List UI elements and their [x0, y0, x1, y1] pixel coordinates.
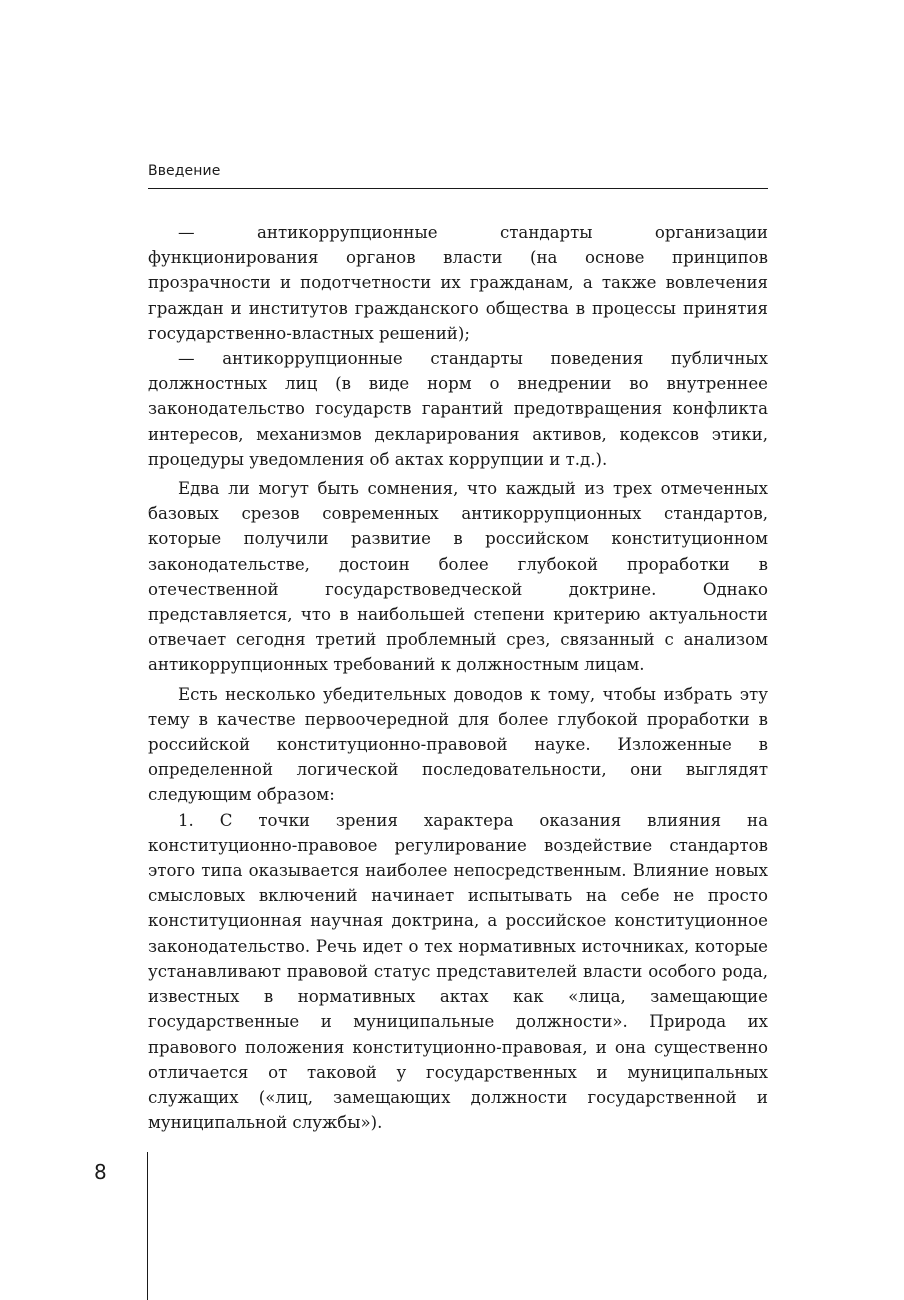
running-head-title: Введение — [148, 163, 221, 179]
paragraph-4: Есть несколько убедительных доводов к тому, чтобы избрать эту тему в качестве первоочередной для более глубокой проработки в российской конституционно-правовой науке. Изложенные в определенной логической последовательности, они выглядят следующим образом: — [148, 684, 768, 805]
page-number: 8 — [94, 1160, 107, 1184]
footer-vertical-rule — [147, 1152, 148, 1300]
paragraph-3: Едва ли могут быть сомнения, что каждый из трех отмеченных базовых срезов современных антикоррупционных стандартов, которые получили развитие в российском конституционном законодательстве, достоин более глубокой проработки в отечественной государствоведческой доктрине. Однако представляется, что в наибольшей степени критерию актуальности отвечает сегодня третий проблемный срез, связанный с анализом антикоррупционных требований к должностным лицам. — [148, 479, 768, 675]
paragraph-2: — антикоррупционные стандарты поведения публичных должностных лиц (в виде норм о внедрении во внутреннее законодательство государств гарантий предотвращения конфликта интересов, механизмов декларирования активов, кодексов этики, процедуры уведомления об актах коррупции и т.д.). — [148, 349, 768, 469]
paragraph-1: — антикоррупционные стандарты организации функционирования органов власти (на основе принципов прозрачности и подотчетности их гражданам, а также вовлечения граждан и институтов гражданского общества в процессы принятия государственно-властных решений); — [148, 223, 768, 343]
body-text — [148, 220, 768, 1135]
paragraph-5: 1. С точки зрения характера оказания влияния на конституционно-правовое регулирование воздействие стандартов этого типа оказывается наиболее непосредственным. Влияние новых смысловых включений начинает испытывать на себе не просто конституционная научная доктрина, а российское конституционное законодательство. Речь идет о тех нормативных источниках, которые устанавливают правовой статус представителей власти особого рода, известных в нормативных актах как «лица, замещающие государственные и муниципальные должности». Природа их правового положения конституционно-правовая, и она существенно отличается от таковой у государственных и муниципальных служащих («лиц, замещающих должности государственной и муниципальной службы»). — [148, 810, 768, 1133]
header-divider — [148, 188, 768, 189]
